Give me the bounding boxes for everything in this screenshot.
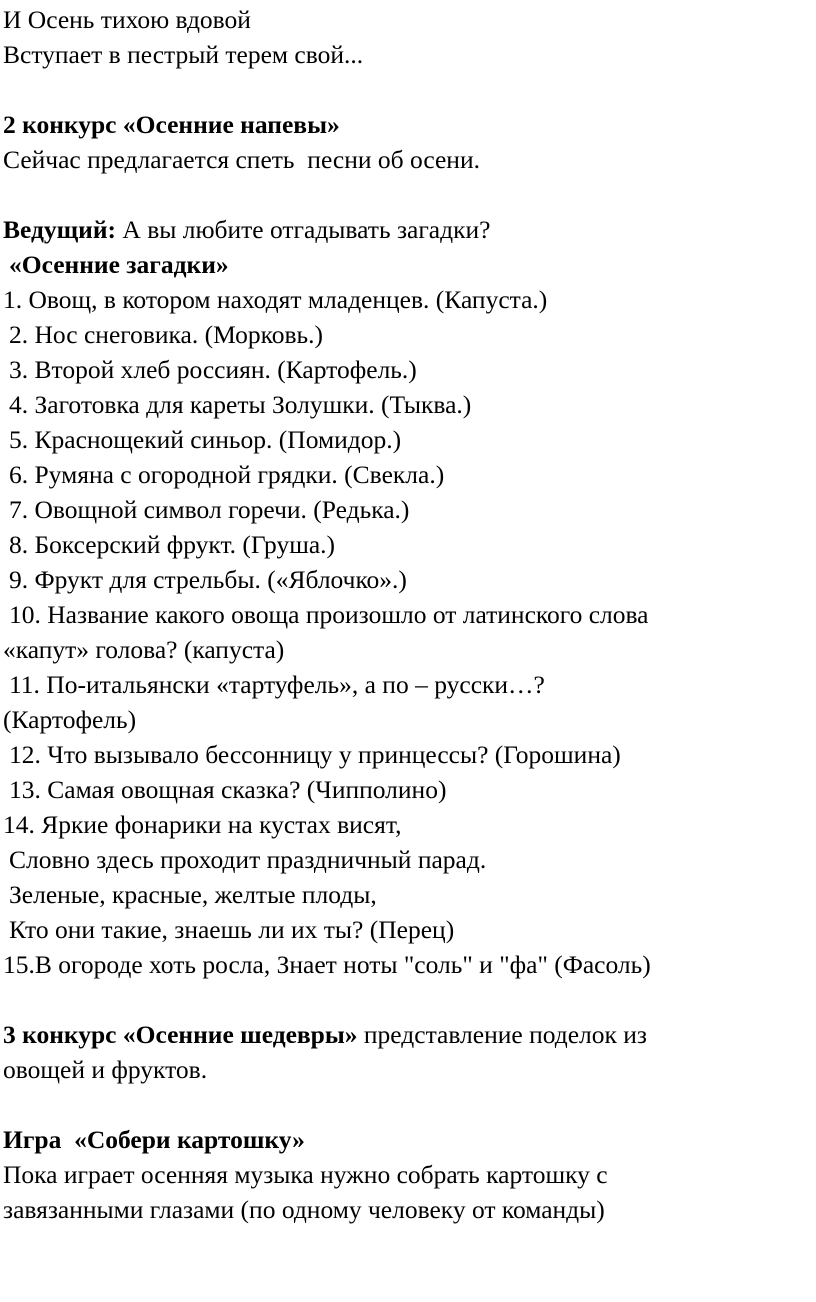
riddle-item: 5. Краснощекий синьор. (Помидор.) — [9, 425, 402, 454]
riddle-item: 3. Второй хлеб россиян. (Картофель.) — [9, 355, 417, 384]
riddle-item: 6. Румяна с огородной грядки. (Свекла.) — [9, 460, 445, 489]
riddle-item-continuation: (Картофель) — [3, 705, 137, 734]
contest-3-text: представление поделок из — [357, 1020, 647, 1049]
poem-line-2: Вступает в пестрый терем свой... — [3, 40, 364, 69]
riddle-verse-line: Кто они такие, знаешь ли их ты? (Перец) — [9, 915, 455, 944]
game-title: Игра «Собери картошку» — [3, 1125, 305, 1154]
riddle-verse-line: Зеленые, красные, желтые плоды, — [9, 880, 377, 909]
host-line — [3, 212, 813, 247]
riddles-heading — [3, 247, 813, 282]
blank-line — [3, 982, 813, 1017]
riddle-item: 9. Фрукт для стрельбы. («Яблочко».) — [9, 565, 407, 594]
contest-2-title: 2 конкурс «Осенние напевы» — [3, 110, 340, 139]
host-question: А вы любите отгадывать загадки? — [116, 215, 491, 244]
game-heading — [3, 1122, 813, 1157]
riddle-item: 2. Нос снеговика. (Морковь.) — [9, 320, 324, 349]
contest-2-text: Сейчас предлагается спеть песни об осени. — [3, 145, 480, 174]
blank-line — [3, 177, 813, 212]
riddle-verse-line: Словно здесь проходит праздничный парад. — [9, 845, 487, 874]
host-label: Ведущий: — [3, 215, 117, 244]
riddle-item: 1. Овощ, в котором находят младенцев. (Капуста.) — [3, 285, 548, 314]
blank-line — [3, 72, 813, 107]
game-text-continuation: завязанными глазами (по одному человеку от команды) — [3, 1195, 605, 1224]
riddle-item: 7. Овощной символ горечи. (Редька.) — [9, 495, 410, 524]
contest-3-text-continuation: овощей и фруктов. — [3, 1055, 208, 1084]
contest-3-title: 3 конкурс «Осенние шедевры» — [3, 1020, 358, 1049]
riddle-item: 4. Заготовка для кареты Золушки. (Тыква.) — [9, 390, 472, 419]
contest-3-heading — [3, 1017, 813, 1052]
poem-line-1: И Осень тихою вдовой — [3, 5, 251, 34]
blank-line — [3, 1087, 813, 1122]
riddle-item: 13. Самая овощная сказка? (Чипполино) — [9, 775, 447, 804]
riddle-item: 12. Что вызывало бессонницу у принцессы? (Горошина) — [9, 740, 621, 769]
riddle-item: 10. Название какого овоща произошло от латинского слова — [9, 600, 649, 629]
document-body — [3, 2, 813, 1227]
riddles-title: «Осенние загадки» — [9, 250, 229, 279]
riddle-item: 8. Боксерский фрукт. (Груша.) — [9, 530, 336, 559]
riddle-item: 15.В огороде хоть росла, Знает ноты "соль" и "фа" (Фасоль) — [3, 950, 651, 979]
riddle-item: 14. Яркие фонарики на кустах висят, — [3, 810, 402, 839]
riddle-item-continuation: «капут» голова? (капуста) — [3, 635, 285, 664]
game-text: Пока играет осенняя музыка нужно собрать картошку с — [3, 1160, 608, 1189]
riddle-item: 11. По-итальянски «тартуфель», а по – русски…? — [9, 670, 545, 699]
contest-2-heading — [3, 107, 813, 142]
